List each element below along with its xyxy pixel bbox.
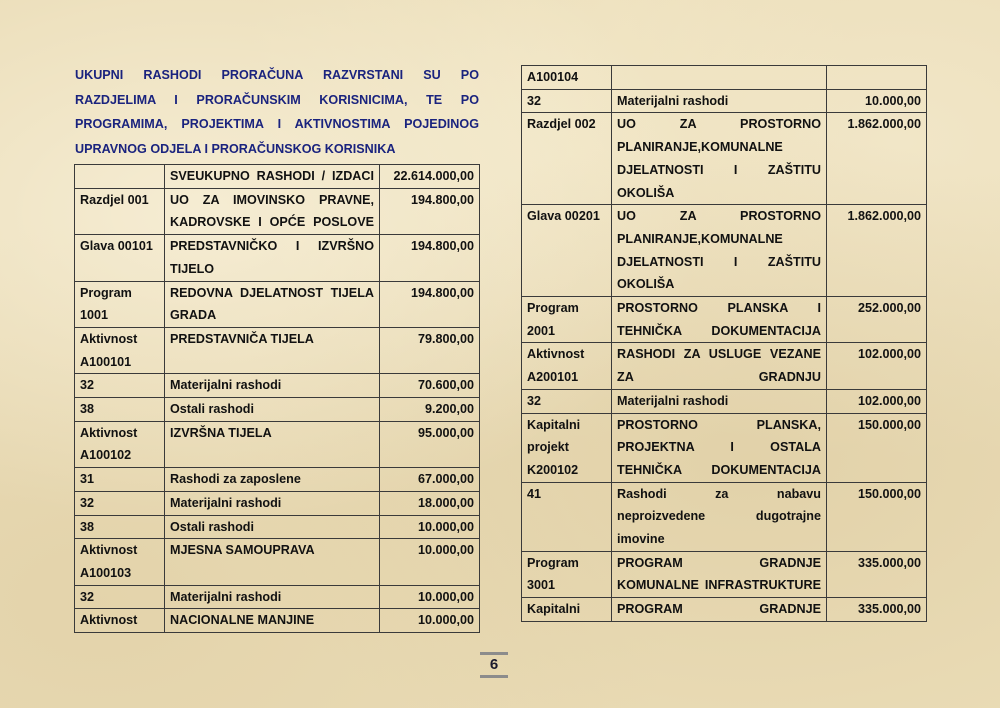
description-cell: MJESNA SAMOUPRAVA xyxy=(165,539,380,585)
code-cell: 32 xyxy=(75,585,165,609)
amount-cell: 18.000,00 xyxy=(380,491,480,515)
amount-cell: 1.862.000,00 xyxy=(827,205,927,297)
table-row xyxy=(75,398,480,422)
table-row xyxy=(522,113,927,205)
code-cell: 38 xyxy=(75,515,165,539)
code-cell: Razdjel 001 xyxy=(75,188,165,234)
description-cell: Materijalni rashodi xyxy=(165,585,380,609)
description-cell: Rashodi za nabavu neproizvedene dugotrajne imovine xyxy=(612,482,827,551)
description-cell: PREDSTAVNIČKO I IZVRŠNO TIJELO xyxy=(165,235,380,281)
amount-cell: 194.800,00 xyxy=(380,235,480,281)
code-cell: Program 1001 xyxy=(75,281,165,327)
code-cell: Aktivnost A100102 xyxy=(75,421,165,467)
code-cell: Program 3001 xyxy=(522,551,612,597)
code-cell: 31 xyxy=(75,468,165,492)
code-cell: Aktivnost A100101 xyxy=(75,327,165,373)
amount-cell: 194.800,00 xyxy=(380,188,480,234)
amount-cell: 67.000,00 xyxy=(380,468,480,492)
amount-cell: 10.000,00 xyxy=(380,585,480,609)
table-row xyxy=(75,281,480,327)
code-cell: 38 xyxy=(75,398,165,422)
amount-cell: 335.000,00 xyxy=(827,551,927,597)
table-row xyxy=(75,374,480,398)
amount-cell: 102.000,00 xyxy=(827,343,927,389)
table-row xyxy=(75,327,480,373)
table-row xyxy=(75,165,480,189)
table-row xyxy=(75,421,480,467)
table-row xyxy=(522,66,927,90)
divider xyxy=(480,675,508,678)
budget-table-left xyxy=(74,164,480,633)
description-cell: Materijalni rashodi xyxy=(612,389,827,413)
code-cell: Glava 00101 xyxy=(75,235,165,281)
amount-cell: 252.000,00 xyxy=(827,297,927,343)
page-heading: UKUPNI RASHODI PRORAČUNA RAZVRSTANI SU PO RAZDJELIMA I PRORAČUNSKIM KORISNICIMA, TE PO PROGRAMIMA, PROJEKTIMA I AKTIVNOSTIMA POJEDINOG UPRAVNOG ODJELA I PRORAČUNSKOG KORISNIKA xyxy=(75,68,479,156)
amount-cell: 79.800,00 xyxy=(380,327,480,373)
amount-cell: 10.000,00 xyxy=(380,609,480,633)
description-cell: RASHODI ZA USLUGE VEZANE ZA GRADNJU xyxy=(612,343,827,389)
code-cell: 32 xyxy=(522,389,612,413)
amount-cell: 335.000,00 xyxy=(827,598,927,622)
code-cell: Kapitalni projekt K200102 xyxy=(522,413,612,482)
table-row xyxy=(522,413,927,482)
table-row xyxy=(75,468,480,492)
description-cell xyxy=(612,66,827,90)
table-row xyxy=(75,235,480,281)
amount-cell: 10.000,00 xyxy=(380,539,480,585)
description-cell: UO ZA PROSTORNO PLANIRANJE,KOMUNALNE DJELATNOSTI I ZAŠTITU OKOLIŠA xyxy=(612,205,827,297)
description-cell: IZVRŠNA TIJELA xyxy=(165,421,380,467)
table-row xyxy=(522,297,927,343)
table-row xyxy=(522,551,927,597)
amount-cell: 70.600,00 xyxy=(380,374,480,398)
table-row xyxy=(75,609,480,633)
description-cell: SVEUKUPNO RASHODI / IZDACI xyxy=(165,165,380,189)
description-cell: Materijalni rashodi xyxy=(612,89,827,113)
code-cell: Razdjel 002 xyxy=(522,113,612,205)
table-row xyxy=(522,343,927,389)
table-row xyxy=(522,482,927,551)
description-cell: PROSTORNO PLANSKA I TEHNIČKA DOKUMENTACIJA xyxy=(612,297,827,343)
amount-cell: 10.000,00 xyxy=(380,515,480,539)
table-row xyxy=(75,539,480,585)
code-cell: 32 xyxy=(522,89,612,113)
description-cell: Materijalni rashodi xyxy=(165,491,380,515)
code-cell: Kapitalni xyxy=(522,598,612,622)
description-cell: Ostali rashodi xyxy=(165,398,380,422)
description-cell: PROSTORNO PLANSKA, PROJEKTNA I OSTALA TEHNIČKA DOKUMENTACIJA xyxy=(612,413,827,482)
description-cell: Ostali rashodi xyxy=(165,515,380,539)
table-row xyxy=(75,491,480,515)
code-cell: Aktivnost A100103 xyxy=(75,539,165,585)
amount-cell: 95.000,00 xyxy=(380,421,480,467)
description-cell: PROGRAM GRADNJE KOMUNALNE INFRASTRUKTURE xyxy=(612,551,827,597)
amount-cell: 10.000,00 xyxy=(827,89,927,113)
code-cell: Aktivnost A200101 xyxy=(522,343,612,389)
table-row xyxy=(75,515,480,539)
code-cell xyxy=(75,165,165,189)
table-row xyxy=(522,389,927,413)
table-row xyxy=(75,585,480,609)
budget-table-right xyxy=(521,65,927,622)
amount-cell: 150.000,00 xyxy=(827,482,927,551)
table-row xyxy=(75,188,480,234)
description-cell: UO ZA IMOVINSKO PRAVNE, KADROVSKE I OPĆE POSLOVE xyxy=(165,188,380,234)
amount-cell: 102.000,00 xyxy=(827,389,927,413)
description-cell: PREDSTAVNIČA TIJELA xyxy=(165,327,380,373)
description-cell: Materijalni rashodi xyxy=(165,374,380,398)
amount-cell xyxy=(827,66,927,90)
amount-cell: 150.000,00 xyxy=(827,413,927,482)
amount-cell: 9.200,00 xyxy=(380,398,480,422)
description-cell: PROGRAM GRADNJE xyxy=(612,598,827,622)
description-cell: NACIONALNE MANJINE xyxy=(165,609,380,633)
code-cell: 41 xyxy=(522,482,612,551)
description-cell: REDOVNA DJELATNOST TIJELA GRADA xyxy=(165,281,380,327)
code-cell: Glava 00201 xyxy=(522,205,612,297)
description-cell: UO ZA PROSTORNO PLANIRANJE,KOMUNALNE DJELATNOSTI I ZAŠTITU OKOLIŠA xyxy=(612,113,827,205)
page-number xyxy=(480,652,508,680)
code-cell: Aktivnost xyxy=(75,609,165,633)
code-cell: 32 xyxy=(75,374,165,398)
code-cell: A100104 xyxy=(522,66,612,90)
table-row xyxy=(522,205,927,297)
table-row xyxy=(522,89,927,113)
code-cell: Program 2001 xyxy=(522,297,612,343)
amount-cell: 194.800,00 xyxy=(380,281,480,327)
description-cell: Rashodi za zaposlene xyxy=(165,468,380,492)
table-row xyxy=(522,598,927,622)
page-number-label: 6 xyxy=(489,656,499,673)
amount-cell: 1.862.000,00 xyxy=(827,113,927,205)
amount-cell: 22.614.000,00 xyxy=(380,165,480,189)
code-cell: 32 xyxy=(75,491,165,515)
